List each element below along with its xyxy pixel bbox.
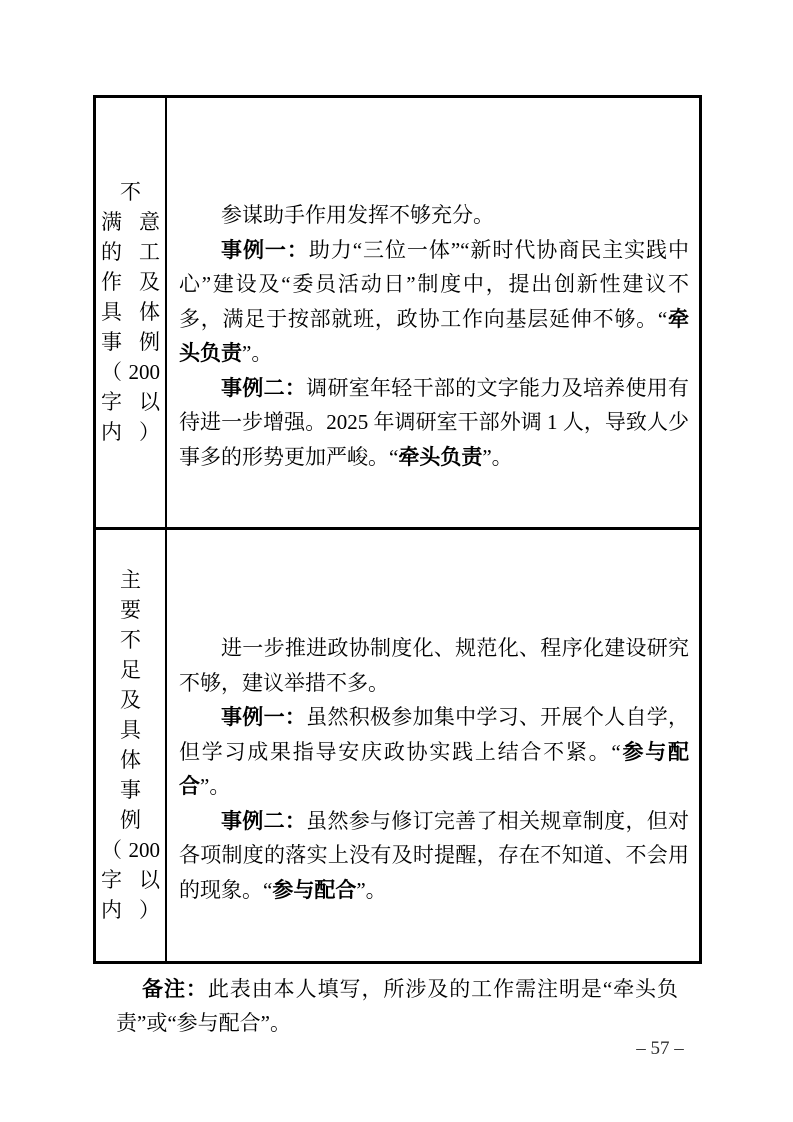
paragraph (179, 198, 689, 233)
evaluation-form-table (93, 95, 702, 964)
row-label-line: 内） (101, 898, 160, 923)
row-label-line: 事例 (101, 330, 160, 355)
row-label-line: 的工 (101, 240, 160, 265)
row-content-cell (167, 530, 699, 962)
paragraph (179, 804, 689, 908)
bold-text: 事例一： (221, 705, 307, 730)
body-text: 参谋助手作用发挥不够充分。 (221, 203, 494, 228)
row-label-line: 具 (120, 718, 141, 743)
body-text: ”。 (482, 444, 513, 469)
row-label-line: 及 (120, 688, 141, 713)
body-text: ”。 (200, 774, 231, 799)
remark-label: 备注： (142, 977, 208, 1001)
row-label-cell (96, 530, 167, 962)
row-label-line: 足 (120, 658, 141, 683)
row-label-line: 要 (120, 598, 141, 623)
body-text: 进一步推进政协制度化、规范化、程序化建设研究不够，建议举措不多。 (179, 636, 689, 695)
paragraph (179, 233, 689, 371)
row-label-line: 内） (101, 420, 160, 445)
body-text: 调研室年轻干部的文字能力及培养使用有待进一步增强。2025 年调研室干部外调 1 人，导致人少事多的形势更加严峻。“ (179, 375, 690, 469)
row-label-line: 不 (120, 628, 141, 653)
bold-text: 牵头负责 (398, 444, 483, 469)
row-content-cell (167, 98, 699, 530)
page-number: – 57 – (636, 1038, 684, 1059)
paragraph (179, 700, 689, 804)
row-label-line: 满意 (101, 210, 160, 235)
row-label-line: （200 (101, 838, 160, 863)
body-text: ”。 (242, 341, 273, 366)
row-label-line: 例 (120, 808, 141, 833)
paragraph (179, 371, 689, 475)
row-label-line: 体 (120, 748, 141, 773)
remark-note (116, 972, 678, 1040)
bold-text: 事例二： (221, 808, 307, 833)
row-label-line: 字以 (101, 868, 160, 893)
body-text: 虽然参与修订完善了相关规章制度，但对各项制度的落实上没有及时提醒，存在不知道、不会用的现象。“ (179, 808, 690, 902)
bold-text: 参与配合 (179, 739, 689, 799)
bold-text: 事例一： (221, 237, 309, 262)
bold-text: 牵头负责 (179, 306, 690, 366)
body-text: 助力“三位一体”“新时代协商民主实践中心”建设及“委员活动日”制度中，提出创新性建议不多，满足于按部就班，政协工作向基层延伸不够。“ (179, 237, 690, 331)
row-label-line: 具体 (101, 300, 160, 325)
row-label-line: （200 (101, 360, 160, 385)
row-label-line: 主 (120, 568, 141, 593)
remark-text: 此表由本人填写，所涉及的工作需注明是“牵头负责”或“参与配合”。 (116, 977, 679, 1035)
body-text: 虽然积极参加集中学习、开展个人自学，但学习成果指导安庆政协实践上结合不紧。“ (179, 705, 690, 764)
row-label-line: 不 (120, 180, 141, 205)
row-label-cell (96, 98, 167, 530)
row-label-line: 字以 (101, 390, 160, 415)
row-label-line: 作及 (101, 270, 160, 295)
row-label-line: 事 (120, 778, 141, 803)
body-text: ”。 (356, 877, 387, 902)
paragraph (179, 631, 689, 700)
bold-text: 参与配合 (272, 877, 357, 902)
bold-text: 事例二： (221, 375, 307, 400)
